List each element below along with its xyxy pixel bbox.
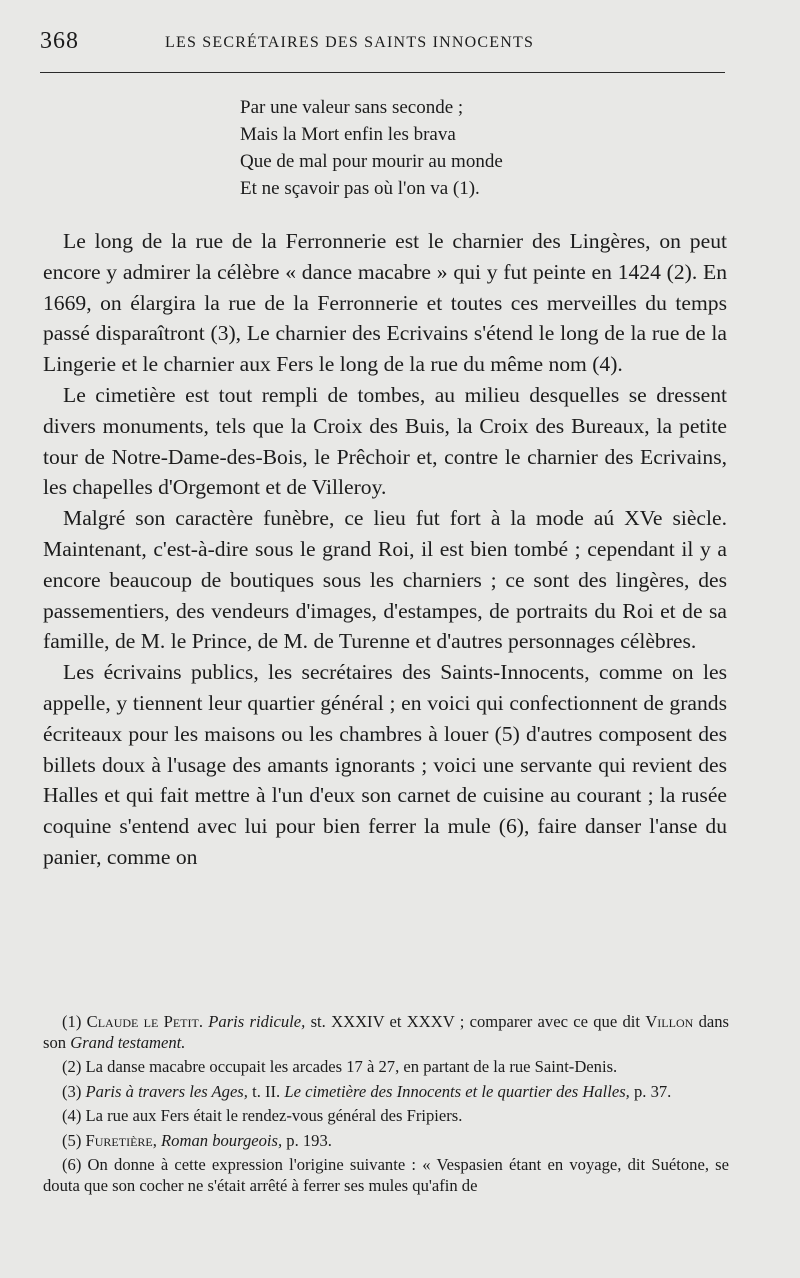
verse-line: Et ne sçavoir pas où l'on va (1). (240, 178, 480, 199)
paragraph: Le long de la rue de la Ferronnerie est le charnier des Lingères, on peut encore y admirer la célèbre « dance macabre » qui y fut peinte en 1424 (2). En 1669, on élargira la rue de la Ferronnerie et toutes ces merveilles du temps passé disparaîtront (3), Le charnier des Ecrivains s'étend le long de la rue de la Lingerie et le charnier aux Fers le long de la rue du même nom (4). (43, 229, 727, 377)
body-text (43, 226, 727, 873)
verse-quotation (240, 94, 660, 202)
footnote-mark: (5) (62, 1130, 82, 1150)
footnote-author: Furetière, (85, 1130, 157, 1150)
paragraph: Le cimetière est tout rempli de tombes, au milieu desquelles se dressent divers monuments, tels que la Croix des Buis, la Croix des Bureaux, la petite tour de Notre-Dame-des-Bois, le Prêchoir et, contre le charnier des Ecrivains, les chapelles d'Orgemont et de Villeroy. (43, 382, 727, 500)
footnote-text: t. II. (252, 1081, 281, 1101)
running-title: LES SECRÉTAIRES DES SAINTS INNOCENTS (165, 34, 535, 51)
verse-line: Mais la Mort enfin les brava (240, 124, 456, 145)
page-number: 368 (40, 28, 79, 54)
header-rule (40, 72, 725, 73)
footnote-text: p. 193. (286, 1130, 332, 1150)
footnote-title: Grand testament. (70, 1032, 186, 1052)
footnote-title: Paris ridicule, (208, 1012, 306, 1031)
footnote-6: (6) On donne à cette expression l'origine suivante : « Vespasien étant en voyage, dit Suétone, se douta que son cocher ne s'était arrêté à ferrer ses mules qu'afin de (43, 1155, 729, 1195)
footnote-title: Roman bourgeois, (161, 1130, 283, 1150)
footnote-author: Claude le Petit. (86, 1012, 203, 1031)
footnotes (43, 1012, 729, 1200)
paragraph: Malgré son caractère funèbre, ce lieu fut fort à la mode aú XVe siècle. Maintenant, c'est-à-dire sous le grand Roi, il est bien tombé ; cependant il y a encore beaucoup de boutiques sous les charniers ; ce sont des lingères, des passementiers, des vendeurs d'images, d'estampes, de portraits du Roi et de sa famille, de M. le Prince, de M. de Turenne et d'autres personnages célèbres. (43, 506, 727, 654)
paragraph: Les écrivains publics, les secrétaires des Saints-Innocents, comme on les appelle, y tiennent leur quartier général ; en voici qui confectionnent de grands écriteaux pour les maisons ou les chambres à louer (5) d'autres composent des billets doux à l'usage des amants ignorants ; voici une servante qui revient des Halles et qui fait mettre à l'un d'eux son carnet de cuisine au courant ; la rusée coquine s'entend avec lui pour bien ferrer la mule (6), faire danser l'anse du panier, comme on (43, 660, 727, 869)
verse-line: Par une valeur sans seconde ; (240, 97, 464, 118)
footnote-author: Villon (645, 1012, 694, 1031)
footnote-title: Paris à travers les Ages, (85, 1081, 248, 1101)
footnote-text: p. 37. (633, 1081, 672, 1101)
footnote-text: dans son (43, 1012, 730, 1052)
footnote-mark: (1) (62, 1012, 82, 1031)
footnote-1 (43, 1012, 729, 1053)
footnote-text: st. XXXIV et XXXV ; comparer avec ce que dit (310, 1012, 641, 1031)
footnote-3 (43, 1082, 729, 1103)
footnote-5 (43, 1131, 729, 1152)
footnote-2: (2) La danse macabre occupait les arcades 17 à 27, en partant de la rue Saint-Denis. (62, 1057, 618, 1076)
footnote-title: Le cimetière des Innocents et le quartier des Halles, (284, 1081, 630, 1101)
footnote-mark: (3) (62, 1081, 82, 1101)
page-header (40, 28, 730, 58)
footnote-4: (4) La rue aux Fers était le rendez-vous général des Fripiers. (62, 1106, 463, 1125)
verse-line: Que de mal pour mourir au monde (240, 151, 503, 172)
